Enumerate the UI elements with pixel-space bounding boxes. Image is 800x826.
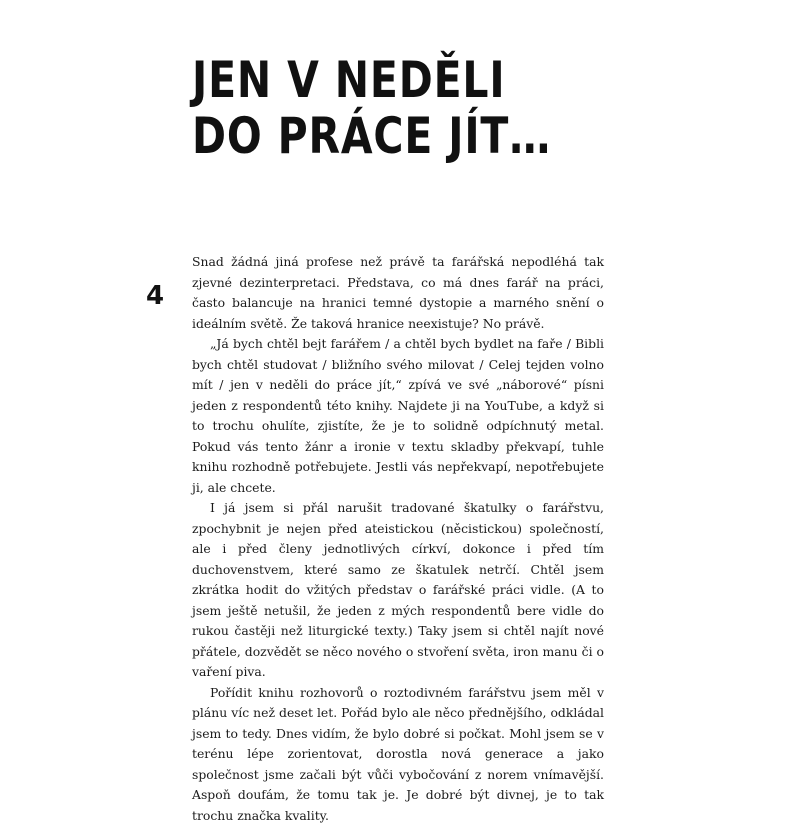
page-number: 4 <box>146 281 164 311</box>
chapter-title-line-1: JEN V NEDĚLI <box>192 52 618 108</box>
chapter-title <box>192 52 618 164</box>
body-text <box>192 252 604 826</box>
chapter-title-line-2: DO PRÁCE JÍT… <box>192 108 618 164</box>
paragraph: „Já bych chtěl bejt farářem / a chtěl bych bydlet na faře / Bibli bych chtěl studovat / bližního svého milovat / Celej tejden volno mít / jen v neděli do práce jít,“ zpívá ve své „náborové“ písni jeden z respondentů této knihy. Najdete ji na YouTube, a když si to trochu ohulíte, zjistíte, že je to solidně odpíchnutý metal. Pokud vás tento žánr a ironie v textu skladby překvapí, tuhle knihu rozhodně potřebujete. Jestli vás nepřekvapí, nepotřebujete ji, ale chcete. <box>192 334 604 498</box>
paragraph: Pořídit knihu rozhovorů o roztodivném farářstvu jsem měl v plánu víc než deset let. Pořád bylo ale něco přednějšího, odkládal jsem to tedy. Dnes vidím, že bylo dobré si počkat. Mohl jsem se v terénu lépe zorientovat, dorostla nová generace a jako společnost jsme začali být vůči vybočování z norem vnímavější. Aspoň doufám, že tomu tak je. Je dobré být divnej, je to tak trochu značka kvality. <box>192 683 604 826</box>
paragraph: Snad žádná jiná profese než právě ta farářská nepodléhá tak zjevné dezinterpretaci. Představa, co má dnes farář na práci, často balancuje na hranici temné dystopie a marného snění o ideálním světě. Že taková hranice neexistuje? No právě. <box>192 252 604 334</box>
paragraph: I já jsem si přál narušit tradované škatulky o farářstvu, zpochybnit je nejen před ateistickou (něcistickou) společností, ale i před členy jednotlivých církví, dokonce i před tím duchovenstvem, které samo ze škatulek netrčí. Chtěl jsem zkrátka hodit do vžitých představ o farářské práci vidle. (A to jsem ještě netušil, že jeden z mých respondentů bere vidle do rukou častěji než liturgické texty.) Taky jsem si chtěl najít nové přátele, dozvědět se něco nového o stvoření světa, iron manu či o vaření piva. <box>192 498 604 683</box>
